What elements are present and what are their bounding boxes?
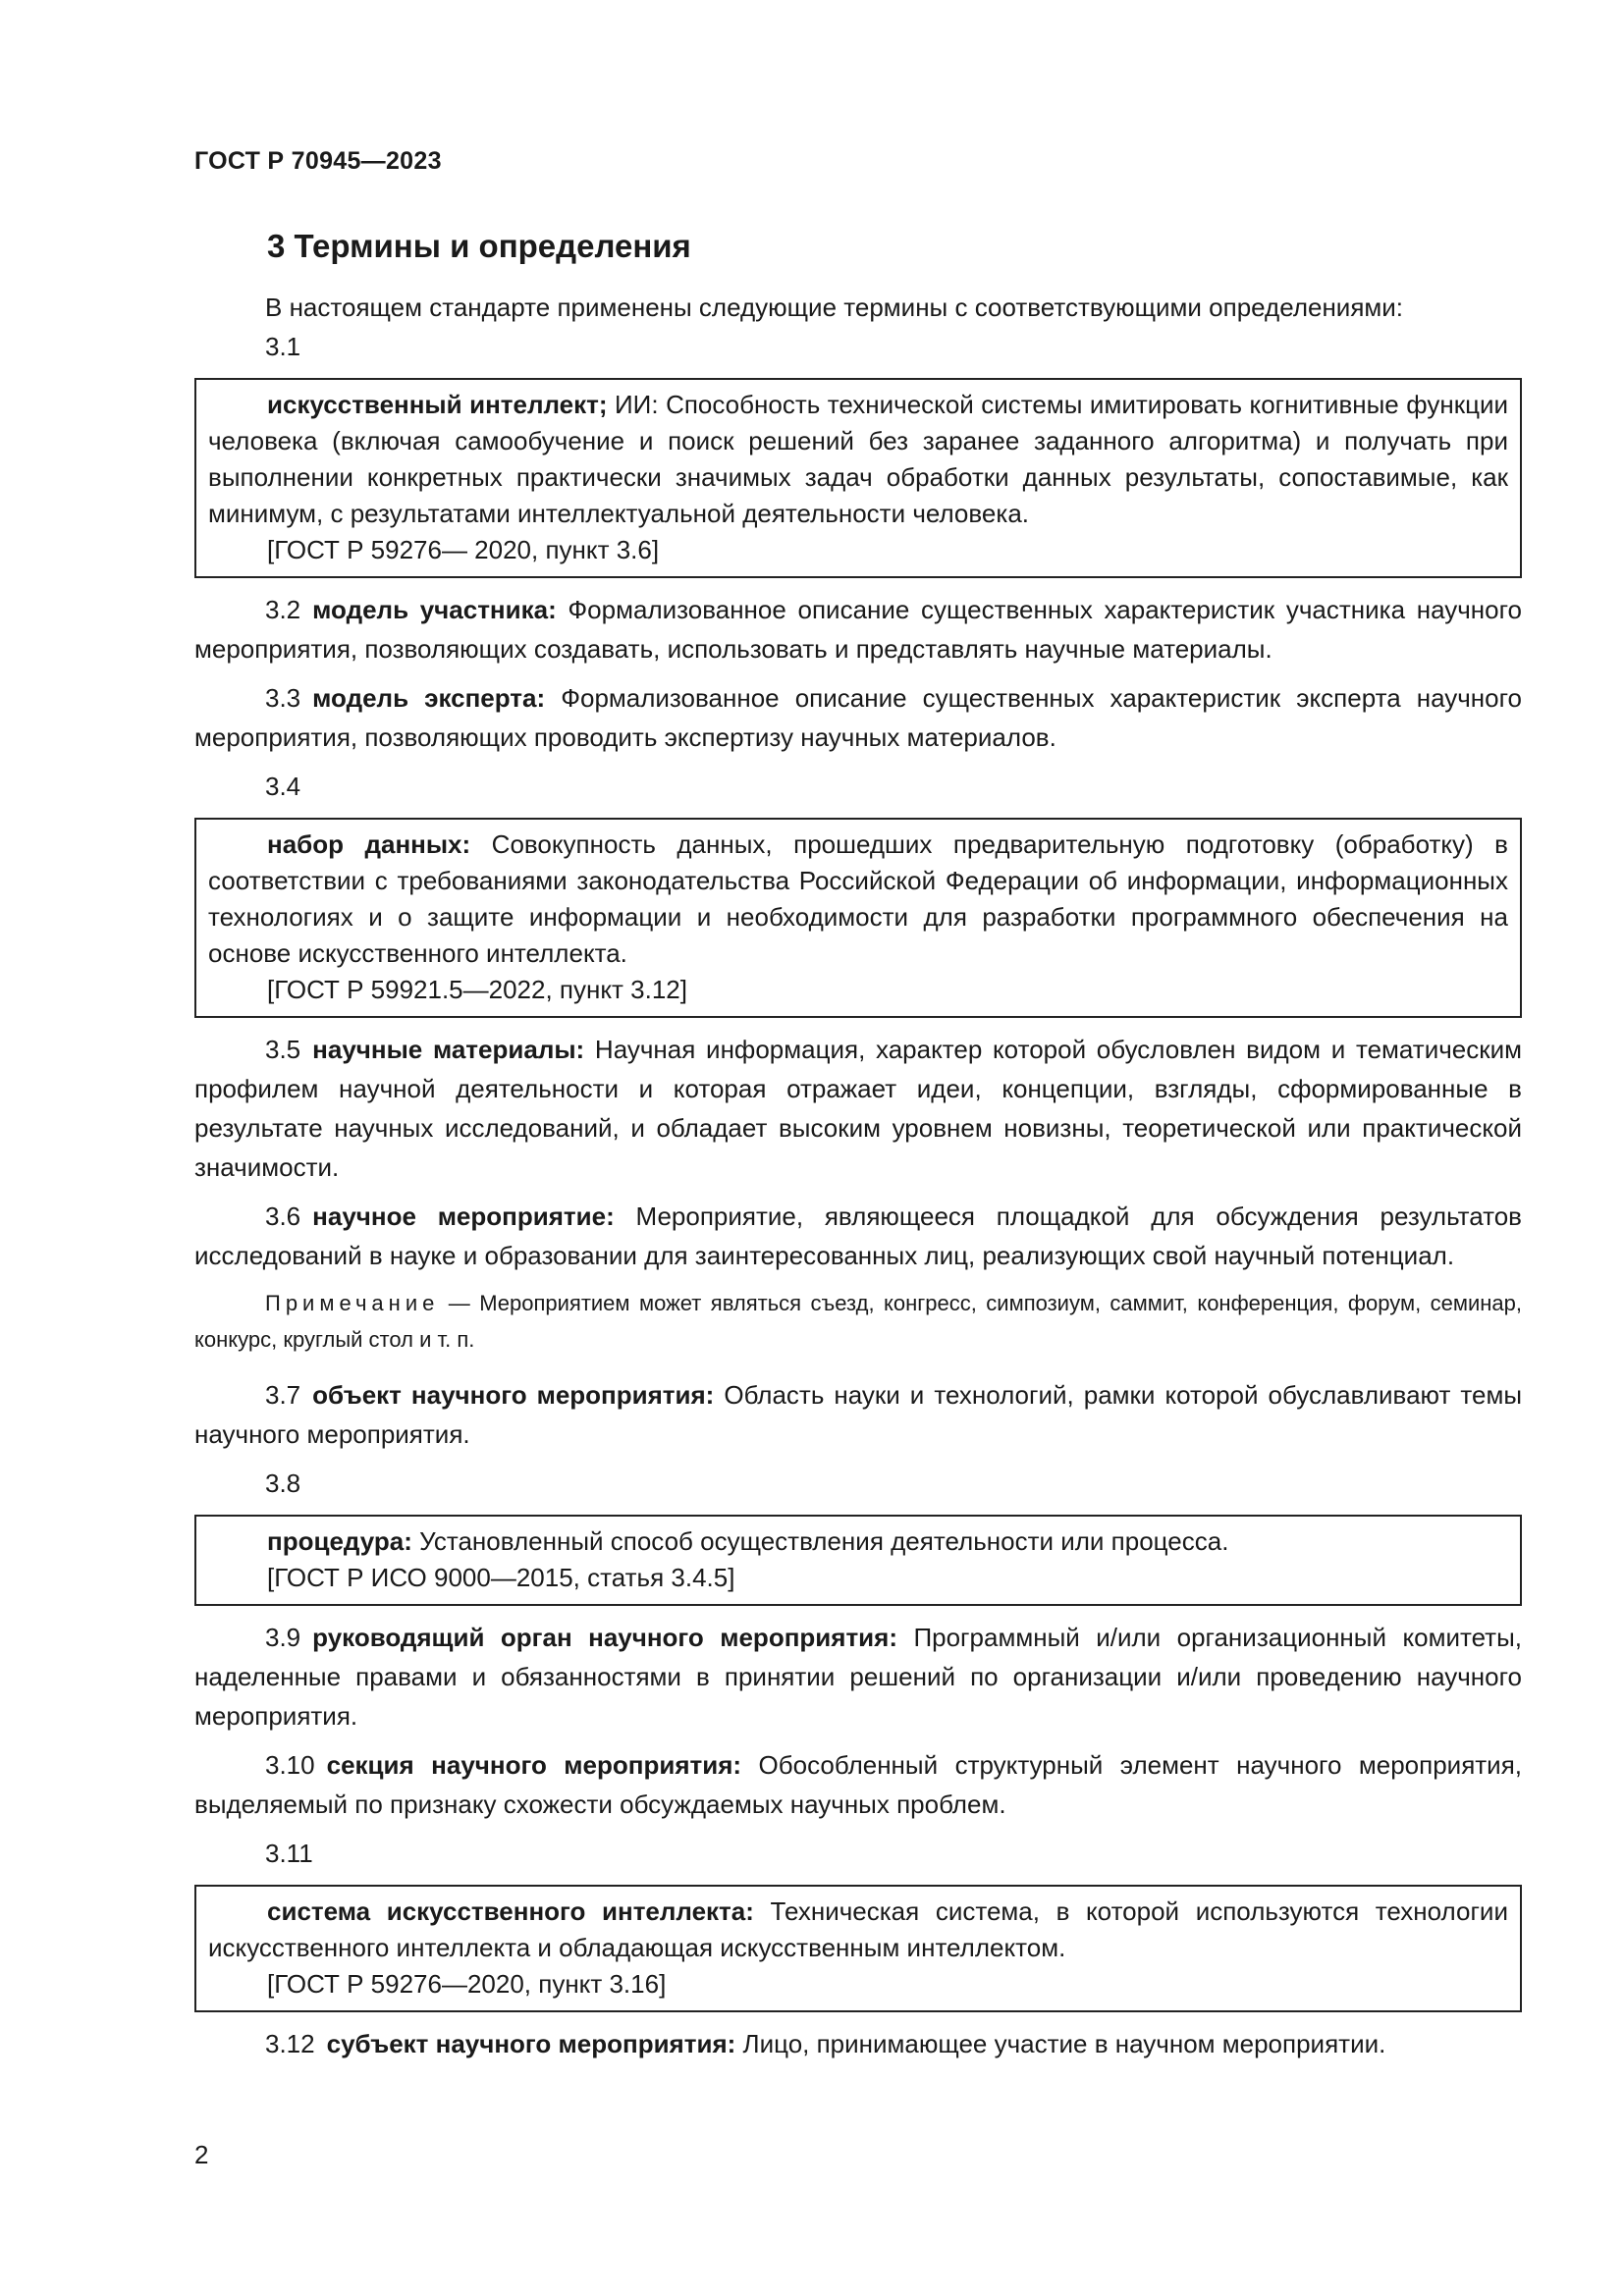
term-name: научное мероприятие: (312, 1201, 615, 1231)
term-definition-text: Область науки и технологий, рамки которой обуславливают темы научного мероприятия. (194, 1380, 1523, 1449)
term-name: субъект научного мероприятия: (326, 2029, 736, 2058)
term-source: [ГОСТ Р 59276— 2020, пункт 3.6] (267, 535, 660, 564)
term-name: объект научного мероприятия: (312, 1380, 715, 1410)
term-name: научные материалы: (312, 1035, 585, 1064)
term-abbreviation: ИИ: (607, 390, 659, 419)
term-name: искусственный интеллект; (267, 390, 608, 419)
term-definition-text: Лицо, принимающее участие в научном мероприятии. (735, 2029, 1386, 2058)
term-name: модель эксперта: (312, 683, 546, 713)
entry-note (194, 1285, 1522, 1358)
term-definition-text: Формализованное описание существенных характеристик эксперта научного мероприятия, позволяющих проводить экспертизу научных материалов. (194, 683, 1522, 752)
term-definition (208, 827, 1508, 972)
term-definition-text: Совокупность данных, прошедших предварительную подготовку (обработку) в соответствии с требованиями законодательства Российской Федерации об информации, информационных технологиях и о защите информации и необходимости для разработки программного обеспечения на основе искусственного интеллекта. (208, 829, 1508, 968)
document-header: ГОСТ Р 70945—2023 (194, 147, 442, 175)
entry-number: 3.7 (265, 1380, 301, 1410)
entry-number-3-11: 3.11 (265, 1839, 313, 1868)
term-definition-text: Научная информация, характер которой обусловлен видом и тематическим профилем научной деятельности и которая отражает идеи, концепции, взгляды, сформированные в результате научных исследований, и обладает высоким уровнем новизны, теоретической или практической значимости. (194, 1035, 1522, 1182)
term-box-3-1 (194, 378, 1522, 578)
term-source: [ГОСТ Р 59276—2020, пункт 3.16] (267, 1969, 667, 1999)
page-number: 2 (194, 2140, 209, 2169)
entry-3-9 (194, 1618, 1522, 1735)
entry-number: 3.6 (265, 1201, 301, 1231)
note-label: Примечание (265, 1291, 440, 1315)
term-definition-text: Техническая система, в которой используются технологии искусственного интеллекта и обладающая искусственным интеллектом. (208, 1896, 1508, 1962)
entry-number-3-4: 3.4 (265, 772, 301, 801)
term-box-3-11 (194, 1885, 1522, 2012)
note-text: — Мероприятием может являться съезд, конгресс, симпозиум, саммит, конференция, форум, семинар, конкурс, круглый стол и т. п. (194, 1291, 1522, 1352)
term-name: система искусственного интеллекта: (267, 1896, 754, 1926)
term-definition-text: Мероприятие, являющееся площадкой для обсуждения результатов исследований в науке и образовании для заинтересованных лиц, реализующих свой научный потенциал. (194, 1201, 1522, 1270)
term-box-3-8 (194, 1515, 1522, 1606)
entry-number-3-1: 3.1 (265, 332, 301, 361)
entry-number: 3.5 (265, 1035, 301, 1064)
entry-3-7 (194, 1375, 1522, 1454)
term-definition (208, 387, 1508, 532)
term-name: секция научного мероприятия: (326, 1750, 742, 1780)
entry-number: 3.12 (265, 2029, 315, 2058)
term-definition-text: Формализованное описание существенных характеристик участника научного мероприятия, позволяющих создавать, использовать и представлять научные материалы. (194, 595, 1522, 664)
term-source: [ГОСТ Р ИСО 9000—2015, статья 3.4.5] (267, 1563, 735, 1592)
entry-3-5 (194, 1030, 1522, 1187)
entry-3-3 (194, 678, 1522, 757)
term-box-3-4 (194, 818, 1522, 1018)
term-definition (208, 1523, 1508, 1560)
term-definition-text: Обособленный структурный элемент научного мероприятия, выделяемый по признаку схожести обсуждаемых научных проблем. (194, 1750, 1523, 1819)
term-definition (208, 1894, 1508, 1966)
section-title: 3 Термины и определения (267, 228, 691, 264)
entry-3-6 (194, 1197, 1522, 1275)
document-body (194, 221, 1522, 2073)
entry-3-12 (194, 2024, 1522, 2063)
section-intro: В настоящем стандарте применены следующие термины с соответствующими определениями: (265, 293, 1404, 322)
term-source: [ГОСТ Р 59921.5—2022, пункт 3.12] (267, 975, 687, 1004)
entry-number: 3.10 (265, 1750, 315, 1780)
term-name: руководящий орган научного мероприятия: (312, 1623, 897, 1652)
entry-3-10 (194, 1745, 1522, 1824)
term-name: модель участника: (312, 595, 557, 624)
entry-number: 3.3 (265, 683, 301, 713)
entry-number: 3.9 (265, 1623, 301, 1652)
entry-number: 3.2 (265, 595, 301, 624)
term-definition-text: Способность технической системы имитировать когнитивные функции человека (включая самообучение и поиск решений без заранее заданного алгоритма) и получать при выполнении конкретных практически значимых задач обработки данных результаты, сопоставимые, как минимум, с результатами интеллектуальной деятельности человека. (208, 390, 1509, 528)
term-name: набор данных: (267, 829, 471, 859)
term-name: процедура: (267, 1526, 412, 1556)
entry-number-3-8: 3.8 (265, 1468, 301, 1498)
term-definition-text: Программный и/или организационный комитеты, наделенные правами и обязанностями в принятии решений по организации и/или проведению научного мероприятия. (194, 1623, 1523, 1731)
entry-3-2 (194, 590, 1522, 668)
term-definition-text: Установленный способ осуществления деятельности или процесса. (411, 1526, 1229, 1556)
